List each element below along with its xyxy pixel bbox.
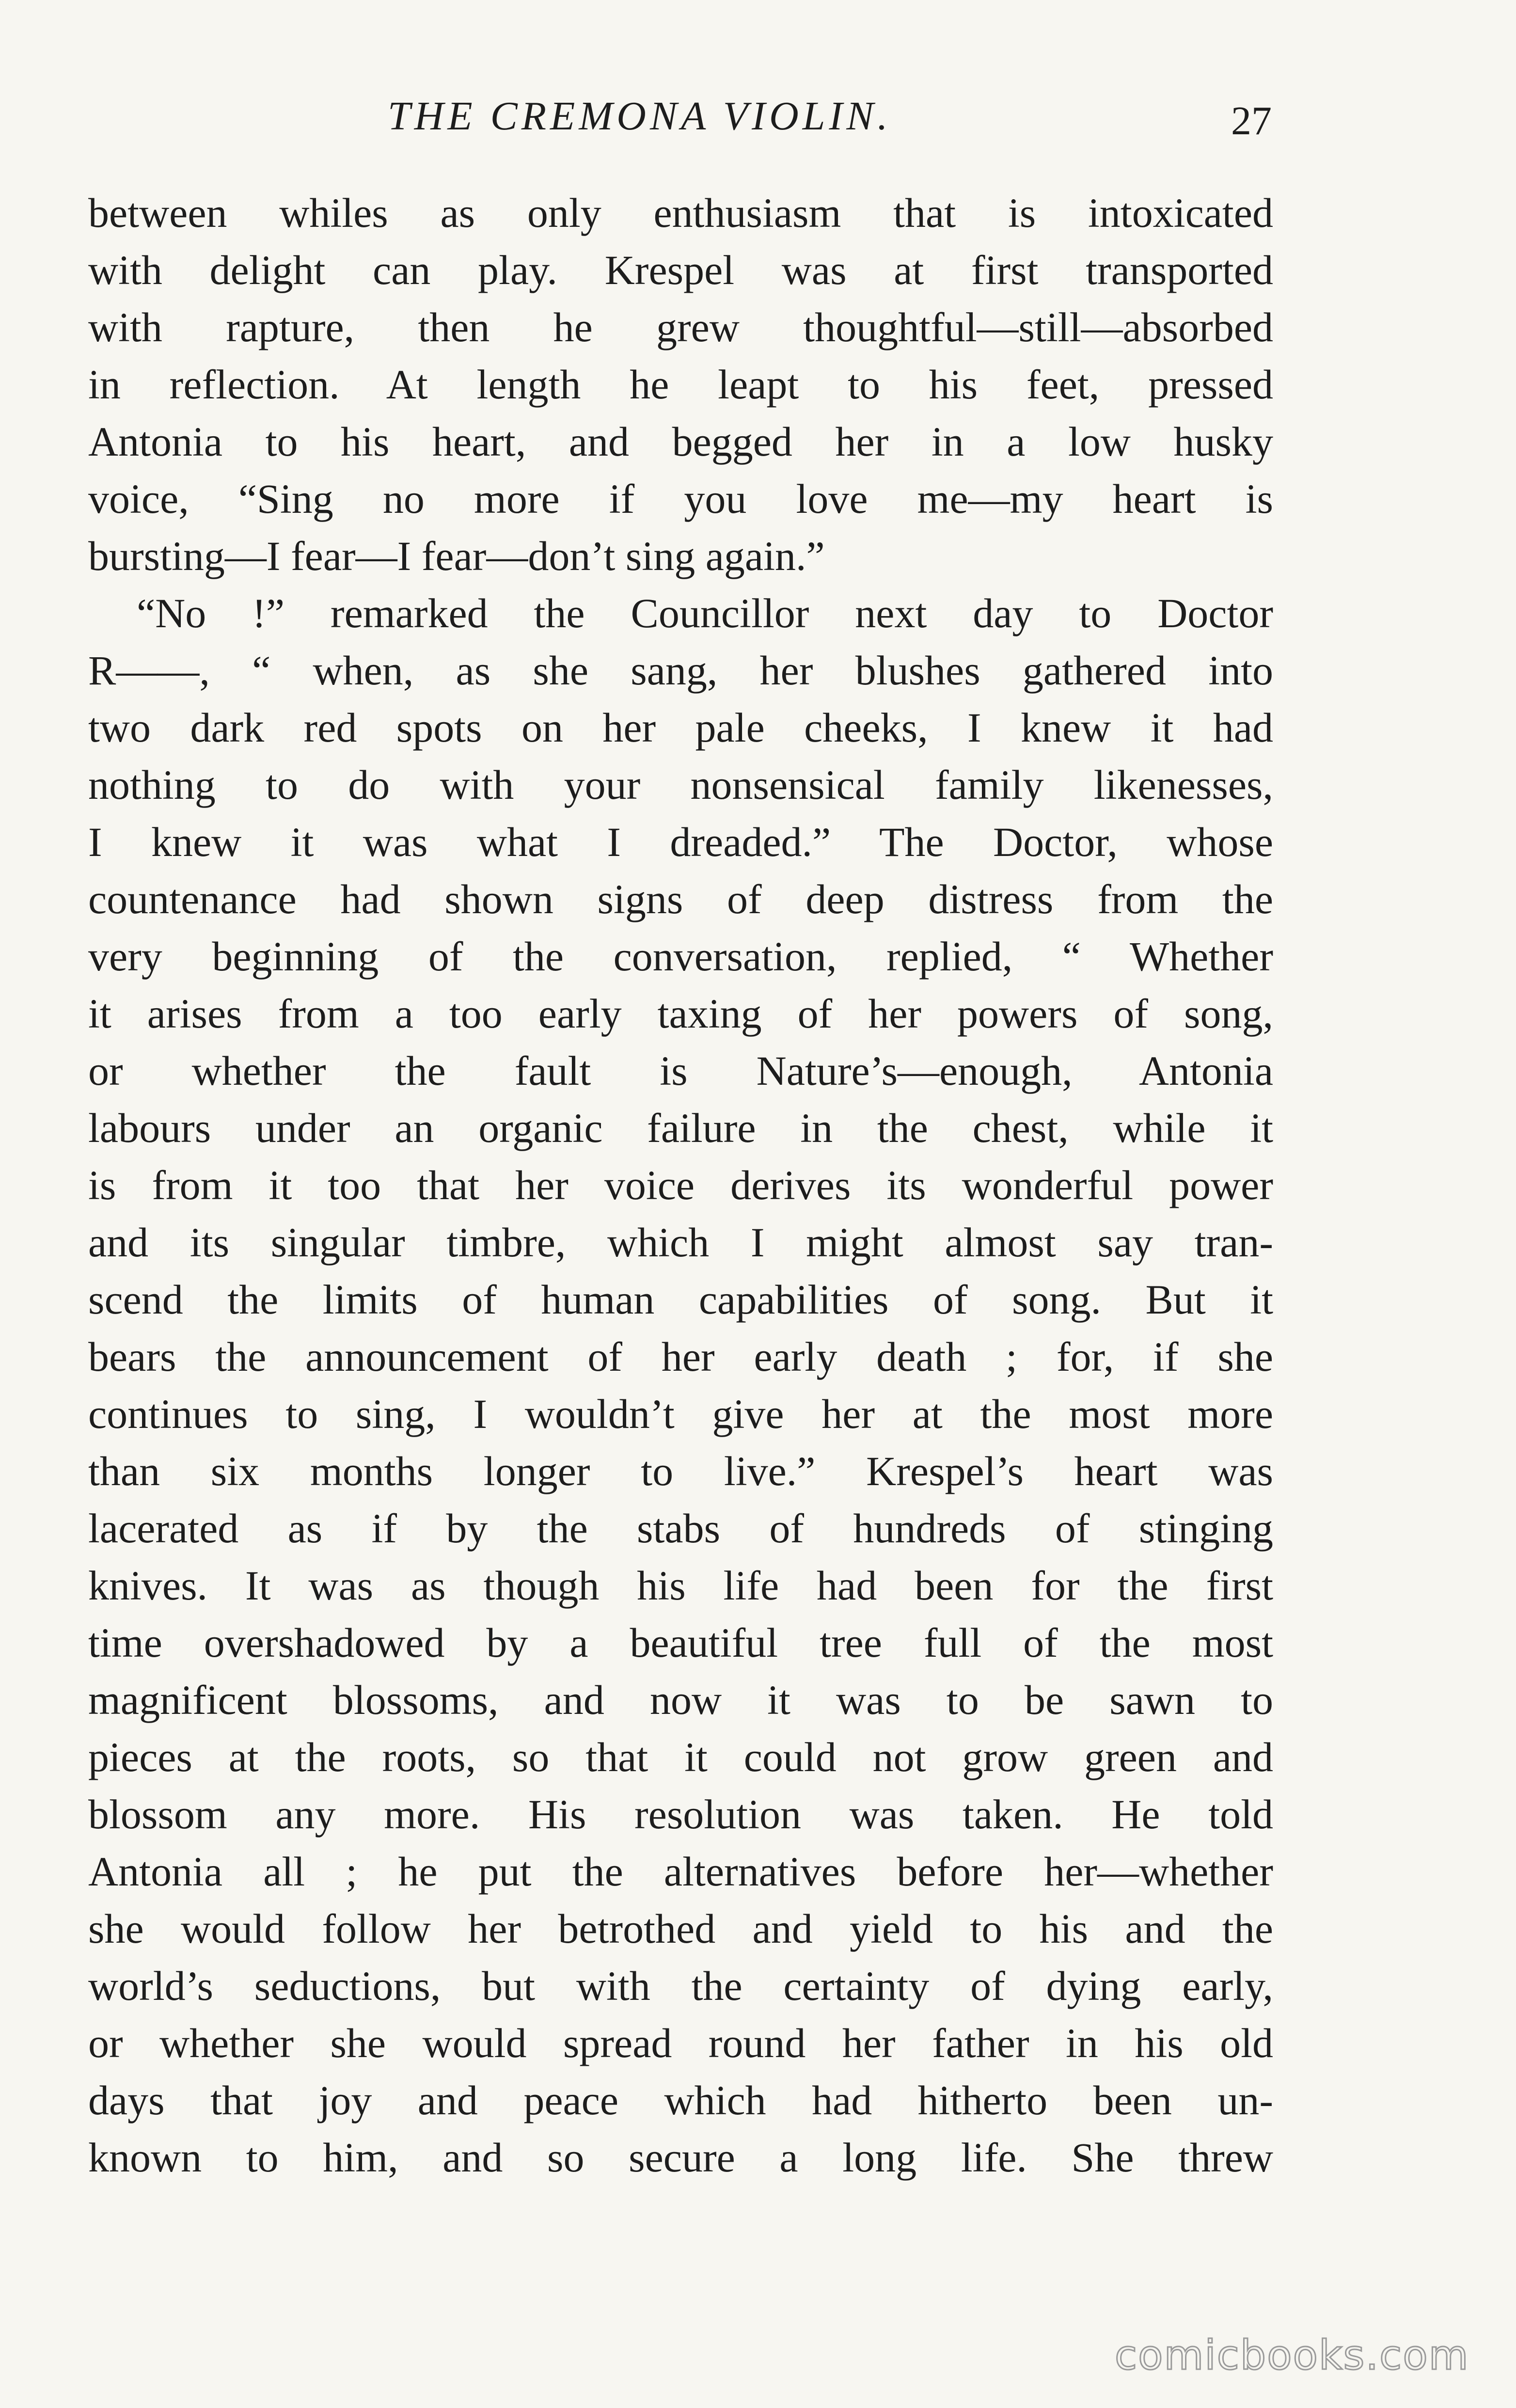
watermark-text: comicbooks.com xyxy=(1115,2331,1469,2379)
text-line: magnificent blossoms, and now it was to be sawn to xyxy=(88,1677,1273,1723)
text-line: “No !” remarked the Councillor next day to Doctor xyxy=(137,590,1273,636)
text-line: continues to sing, I wouldn’t give her at the most more xyxy=(88,1391,1273,1437)
text-line: Antonia to his heart, and begged her in a low husky xyxy=(88,418,1273,465)
text-line: labours under an organic failure in the chest, while it xyxy=(88,1105,1273,1151)
text-line: days that joy and peace which had hitherto been un- xyxy=(88,2077,1273,2123)
text-line: countenance had shown signs of deep distress from the xyxy=(88,876,1273,922)
text-line: or whether she would spread round her father in his old xyxy=(88,2020,1273,2066)
text-line: it arises from a too early taxing of her powers of song, xyxy=(88,990,1273,1037)
text-line: lacerated as if by the stabs of hundreds of stinging xyxy=(88,1505,1273,1552)
text-line: she would follow her betrothed and yield to his and the xyxy=(88,1905,1273,1952)
text-line: pieces at the roots, so that it could not grow green and xyxy=(88,1734,1273,1780)
text-line: R——, “ when, as she sang, her blushes gathered into xyxy=(88,647,1273,694)
text-line: two dark red spots on her pale cheeks, I knew it had xyxy=(88,704,1273,751)
text-line: bursting—I fear—I fear—don’t sing again.” xyxy=(88,533,825,579)
text-line: time overshadowed by a beautiful tree full of the most xyxy=(88,1619,1273,1666)
text-line: bears the announcement of her early death ; for, if she xyxy=(88,1333,1273,1380)
text-line: between whiles as only enthusiasm that is intoxicated xyxy=(88,190,1273,236)
text-line: very beginning of the conversation, replied, “ Whether xyxy=(88,933,1273,980)
text-line: or whether the fault is Nature’s—enough, Antonia xyxy=(88,1047,1273,1094)
body-text xyxy=(88,184,1273,2186)
text-line: than six months longer to live.” Krespel’s heart was xyxy=(88,1448,1273,1494)
text-line: with delight can play. Krespel was at first transported xyxy=(88,247,1273,293)
text-line: nothing to do with your nonsensical family likenesses, xyxy=(88,761,1273,808)
running-title: THE CREMONA VIOLIN. xyxy=(388,94,892,139)
running-header xyxy=(0,87,1516,145)
text-line: in reflection. At length he leapt to his feet, pressed xyxy=(88,361,1273,408)
text-line: knives. It was as though his life had been for the first xyxy=(88,1562,1273,1609)
text-line: with rapture, then he grew thoughtful—still—absorbed xyxy=(88,304,1273,350)
text-line: blossom any more. His resolution was taken. He told xyxy=(88,1791,1273,1838)
text-line: is from it too that her voice derives its wonderful power xyxy=(88,1162,1273,1208)
text-line: world’s seductions, but with the certainty of dying early, xyxy=(88,1963,1273,2009)
text-line: scend the limits of human capabilities of song. But it xyxy=(88,1276,1273,1323)
text-line: voice, “Sing no more if you love me—my heart is xyxy=(88,475,1273,522)
text-line: Antonia all ; he put the alternatives before her—whether xyxy=(88,1848,1273,1895)
text-line: and its singular timbre, which I might almost say tran- xyxy=(88,1219,1273,1266)
text-line: I knew it was what I dreaded.” The Doctor, whose xyxy=(88,819,1273,865)
page-number: 27 xyxy=(1231,98,1272,143)
text-line: known to him, and so secure a long life. She threw xyxy=(88,2134,1273,2181)
